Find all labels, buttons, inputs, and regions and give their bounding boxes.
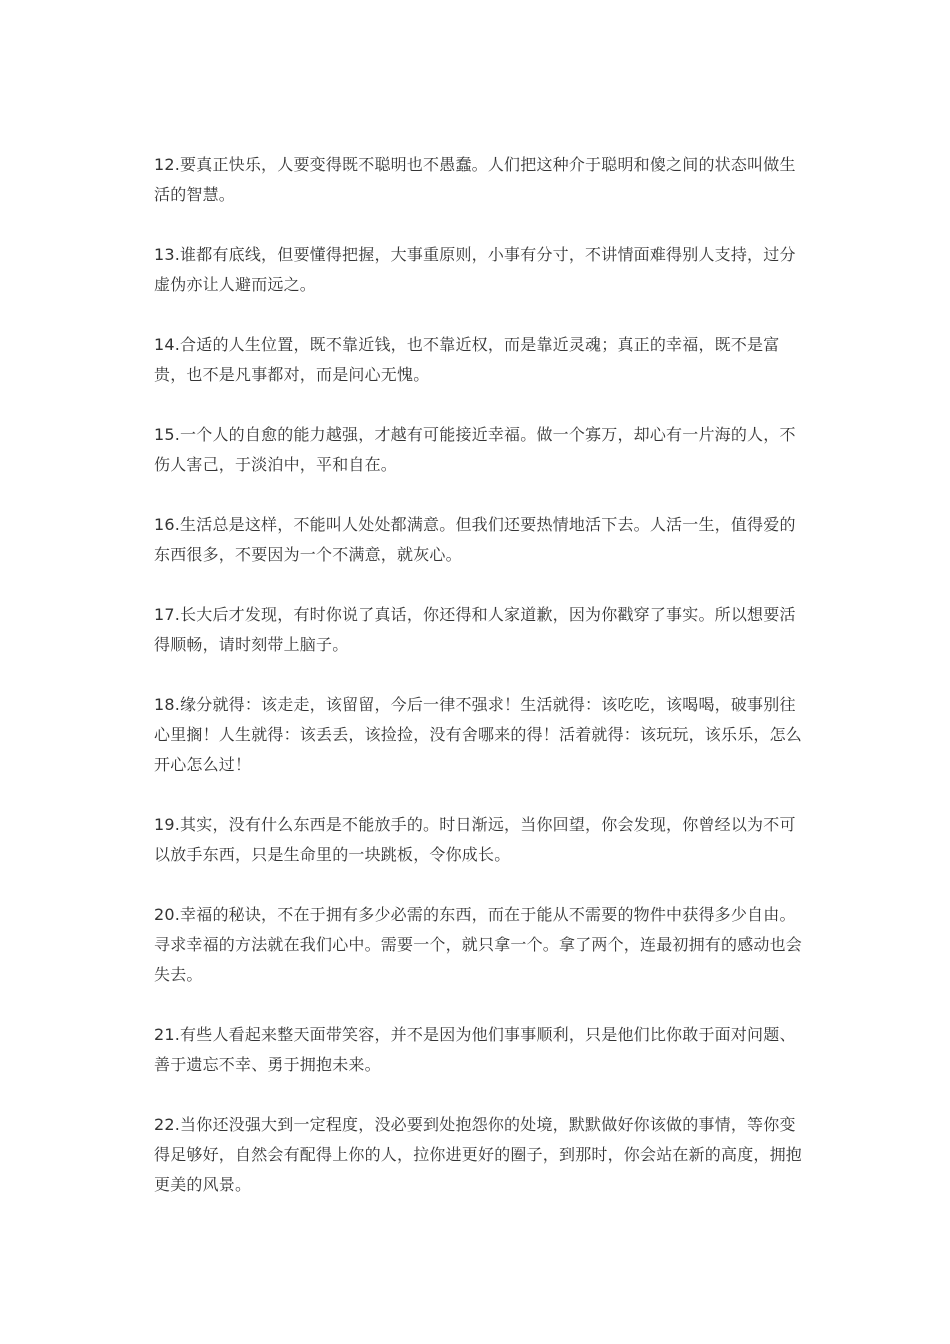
paragraph-17: 17.长大后才发现，有时你说了真话，你还得和人家道歉，因为你戳穿了事实。所以想要活得顺畅，请时刻带上脑子。: [154, 605, 796, 654]
paragraph-21: 21.有些人看起来整天面带笑容，并不是因为他们事事顺利，只是他们比你敢于面对问题、善于遗忘不幸、勇于拥抱未来。: [154, 1025, 796, 1074]
paragraph-22: 22.当你还没强大到一定程度，没必要到处抱怨你的处境，默默做好你该做的事情，等你变得足够好，自然会有配得上你的人，拉你进更好的圈子，到那时，你会站在新的高度，拥抱更美的风景。: [154, 1115, 803, 1194]
paragraph-13: 13.谁都有底线，但要懂得把握，大事重原则，小事有分寸，不讲情面难得别人支持，过分虚伪亦让人避而远之。: [154, 245, 796, 294]
document-body: [154, 150, 804, 1230]
paragraph-15: 15.一个人的自愈的能力越强，才越有可能接近幸福。做一个寡万，却心有一片海的人，不伤人害己，于淡泊中，平和自在。: [154, 425, 796, 474]
paragraph-14: 14.合适的人生位置，既不靠近钱，也不靠近权，而是靠近灵魂；真正的幸福，既不是富贵，也不是凡事都对，而是问心无愧。: [154, 335, 780, 384]
paragraph-18: 18.缘分就得：该走走，该留留，今后一律不强求！生活就得：该吃吃，该喝喝，破事别往心里搁！人生就得：该丢丢，该捡捡，没有舍哪来的得！活着就得：该玩玩，该乐乐，怎么开心怎么过！: [154, 695, 803, 774]
paragraph-19: 19.其实，没有什么东西是不能放手的。时日渐远，当你回望，你会发现，你曾经以为不可以放手东西，只是生命里的一块跳板，令你成长。: [154, 815, 796, 864]
paragraph-16: 16.生活总是这样，不能叫人处处都满意。但我们还要热情地活下去。人活一生，值得爱的东西很多，不要因为一个不满意，就灰心。: [154, 515, 796, 564]
paragraph-20: 20.幸福的秘诀，不在于拥有多少必需的东西，而在于能从不需要的物件中获得多少自由。寻求幸福的方法就在我们心中。需要一个，就只拿一个。拿了两个，连最初拥有的感动也会失去。: [154, 905, 803, 984]
paragraph-12: 12.要真正快乐，人要变得既不聪明也不愚蠢。人们把这种介于聪明和傻之间的状态叫做生活的智慧。: [154, 155, 796, 204]
